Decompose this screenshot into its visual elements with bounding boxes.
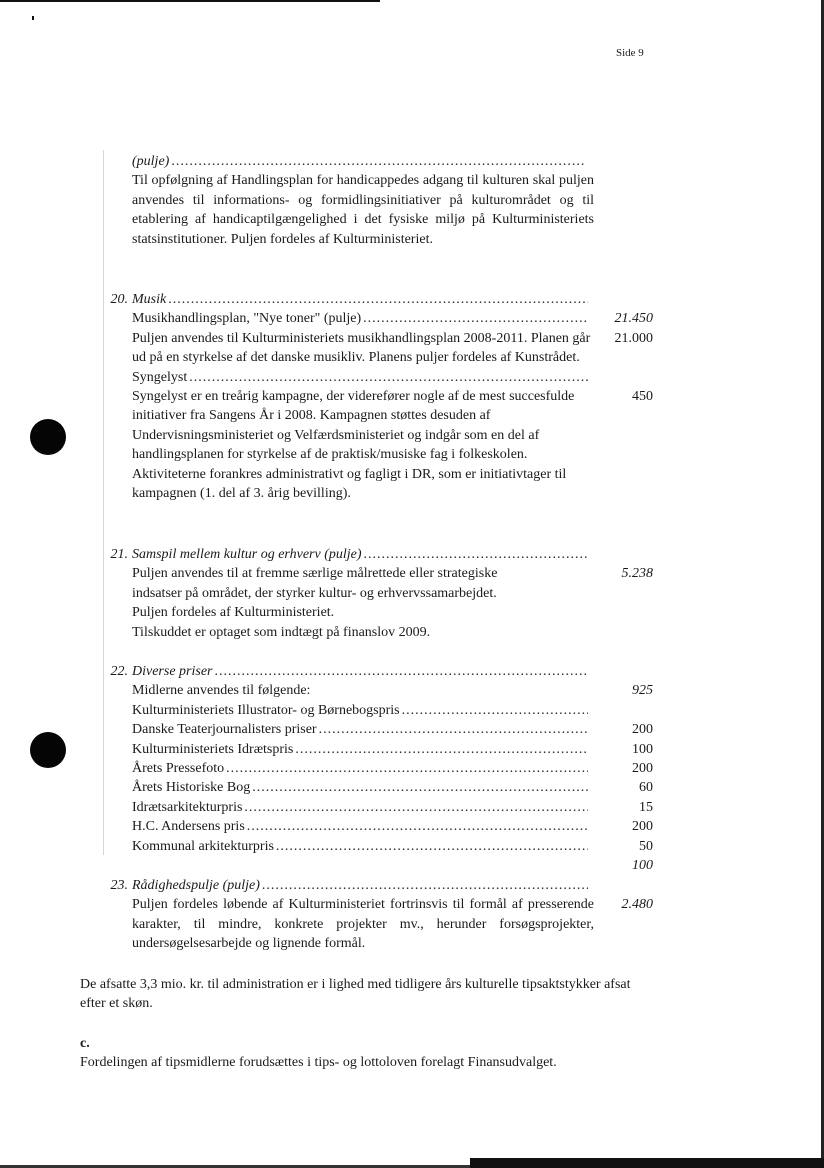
section-20 <box>110 290 653 503</box>
prize-label: Idrætsarkitekturpris <box>132 799 243 815</box>
prize-amount: 200 <box>632 760 653 776</box>
leader-dots <box>319 720 588 739</box>
leader-dots <box>364 545 588 564</box>
leader-dots <box>295 740 588 759</box>
section-intro <box>132 152 594 249</box>
text-line: Puljen fordeles af Kulturministeriet. <box>132 605 335 621</box>
prize-amount: 15 <box>639 799 653 815</box>
scan-edge-top <box>0 0 380 2</box>
prize-label: Kulturministeriets Idrætspris <box>132 741 294 757</box>
leader-dots <box>189 368 588 387</box>
item-label: Syngelyst <box>132 369 188 385</box>
section-amount: 21.450 <box>614 311 653 327</box>
leader-dots <box>402 701 588 720</box>
section-number: 23. <box>110 878 128 893</box>
leader-dots <box>215 662 589 681</box>
section-title: Musik <box>132 292 167 307</box>
item-label: Musikhandlingsplan, "Nye toner" (pulje) <box>132 311 362 327</box>
prize-label: Kulturministeriets Illustrator- og Børnebogspris <box>132 702 400 718</box>
prize-amount: 100 <box>632 741 653 757</box>
prize-amount: 50 <box>639 838 653 854</box>
section-amount: 5.238 <box>621 566 653 582</box>
section-title: Diverse priser <box>132 664 213 679</box>
prize-amount: 200 <box>632 722 653 738</box>
text-line: Tilskuddet er optaget som indtægt på finanslov 2009. <box>132 624 431 640</box>
leader-dots <box>244 798 588 817</box>
section-22 <box>110 662 653 873</box>
item-text: Syngelyst er en treårig kampagne, der viderefører nogle af de mest succesfulde initiativer fra Sangens År i 2008. Kampagnen støttes desuden af Undervisningsministeriet og Velfærdsministeriet og indgår som en del af handlingsplanen for styrkelse af de praktisk/musiske fag i folkeskolen. Aktiviteterne forankres administrativt og fagligt i DR, som er initiativtager til kampagnen (1. del af 3. årig bevilling). <box>132 388 575 502</box>
item-amount: 21.000 <box>614 330 653 346</box>
prize-label: H.C. Andersens pris <box>132 819 245 835</box>
leader-dots <box>276 837 588 856</box>
page-number: Side 9 <box>616 47 644 59</box>
section-23 <box>110 876 653 954</box>
section-text: Puljen fordeles løbende af Kulturministeriet fortrinsvis til formål af presserende karakter, til mindre, konkrete projekter mv., herunder forsøgsprojekter, undersøgelsesarbejde og lignende formål. <box>132 897 594 952</box>
leader-dots <box>171 152 584 171</box>
text-line: indsatser på området, der styrker kultur- og erhvervssamarbejdet. <box>132 585 497 601</box>
section-amount: 925 <box>632 683 653 699</box>
section-amount: 2.480 <box>621 897 653 913</box>
leader-dots <box>226 759 588 778</box>
item-amount: 450 <box>632 389 653 404</box>
section-intro-text: Midlerne anvendes til følgende: <box>132 683 311 699</box>
prize-label: Kommunal arkitekturpris <box>132 838 274 854</box>
scan-speck <box>32 16 34 20</box>
prize-label: Årets Historiske Bog <box>132 780 251 796</box>
section-number: 20. <box>110 292 128 307</box>
section-title: Rådighedspulje (pulje) <box>132 878 260 893</box>
intro-heading: (pulje) <box>132 154 170 169</box>
item-text: Puljen anvendes til Kulturministeriets musikhandlingsplan 2008-2011. Planen går ud på en styrkelse af det danske musikliv. Planens puljer fordeles af Kunstrådet. <box>132 330 591 366</box>
prize-amount: 100 <box>632 857 653 873</box>
prize-amount: 200 <box>632 819 653 835</box>
prize-amount: 60 <box>639 780 653 796</box>
admin-note: De afsatte 3,3 mio. kr. til administration er i lighed med tidligere års kulturelle tipsaktstykker afsat efter et skøn. <box>80 977 631 1012</box>
punch-hole-lower <box>30 732 66 768</box>
scan-edge-bottom-thick <box>470 1158 824 1168</box>
prize-row <box>132 837 653 873</box>
section-title: Samspil mellem kultur og erhverv (pulje) <box>132 547 362 562</box>
section-number: 22. <box>110 664 128 679</box>
leader-dots <box>252 778 588 797</box>
margin-rule <box>103 150 104 855</box>
punch-hole-upper <box>30 419 66 455</box>
section-number: 21. <box>110 547 128 562</box>
c-text: Fordelingen af tipsmidlerne forudsættes i tips- og lottoloven forelagt Finansudvalget. <box>80 1055 557 1070</box>
leader-dots <box>247 817 588 836</box>
c-label: c. <box>80 1036 90 1051</box>
leader-dots <box>168 290 588 309</box>
leader-dots <box>363 309 588 328</box>
intro-text: Til opfølgning af Handlingsplan for handicappedes adgang til kulturen skal puljen anvendes til informations- og formidlingsinitiativer på kulturområdet og til etablering af handicaptilgængelighed i det fysiske miljø på Kulturministeriets statsinstitutioner. Puljen fordeles af Kulturministeriet. <box>132 173 594 247</box>
text-line: Puljen anvendes til at fremme særlige målrettede eller strategiske <box>132 566 498 582</box>
prize-label: Årets Pressefoto <box>132 760 225 776</box>
prize-label: Danske Teaterjournalisters priser <box>132 722 317 738</box>
leader-dots <box>262 876 588 895</box>
section-21 <box>110 545 653 642</box>
